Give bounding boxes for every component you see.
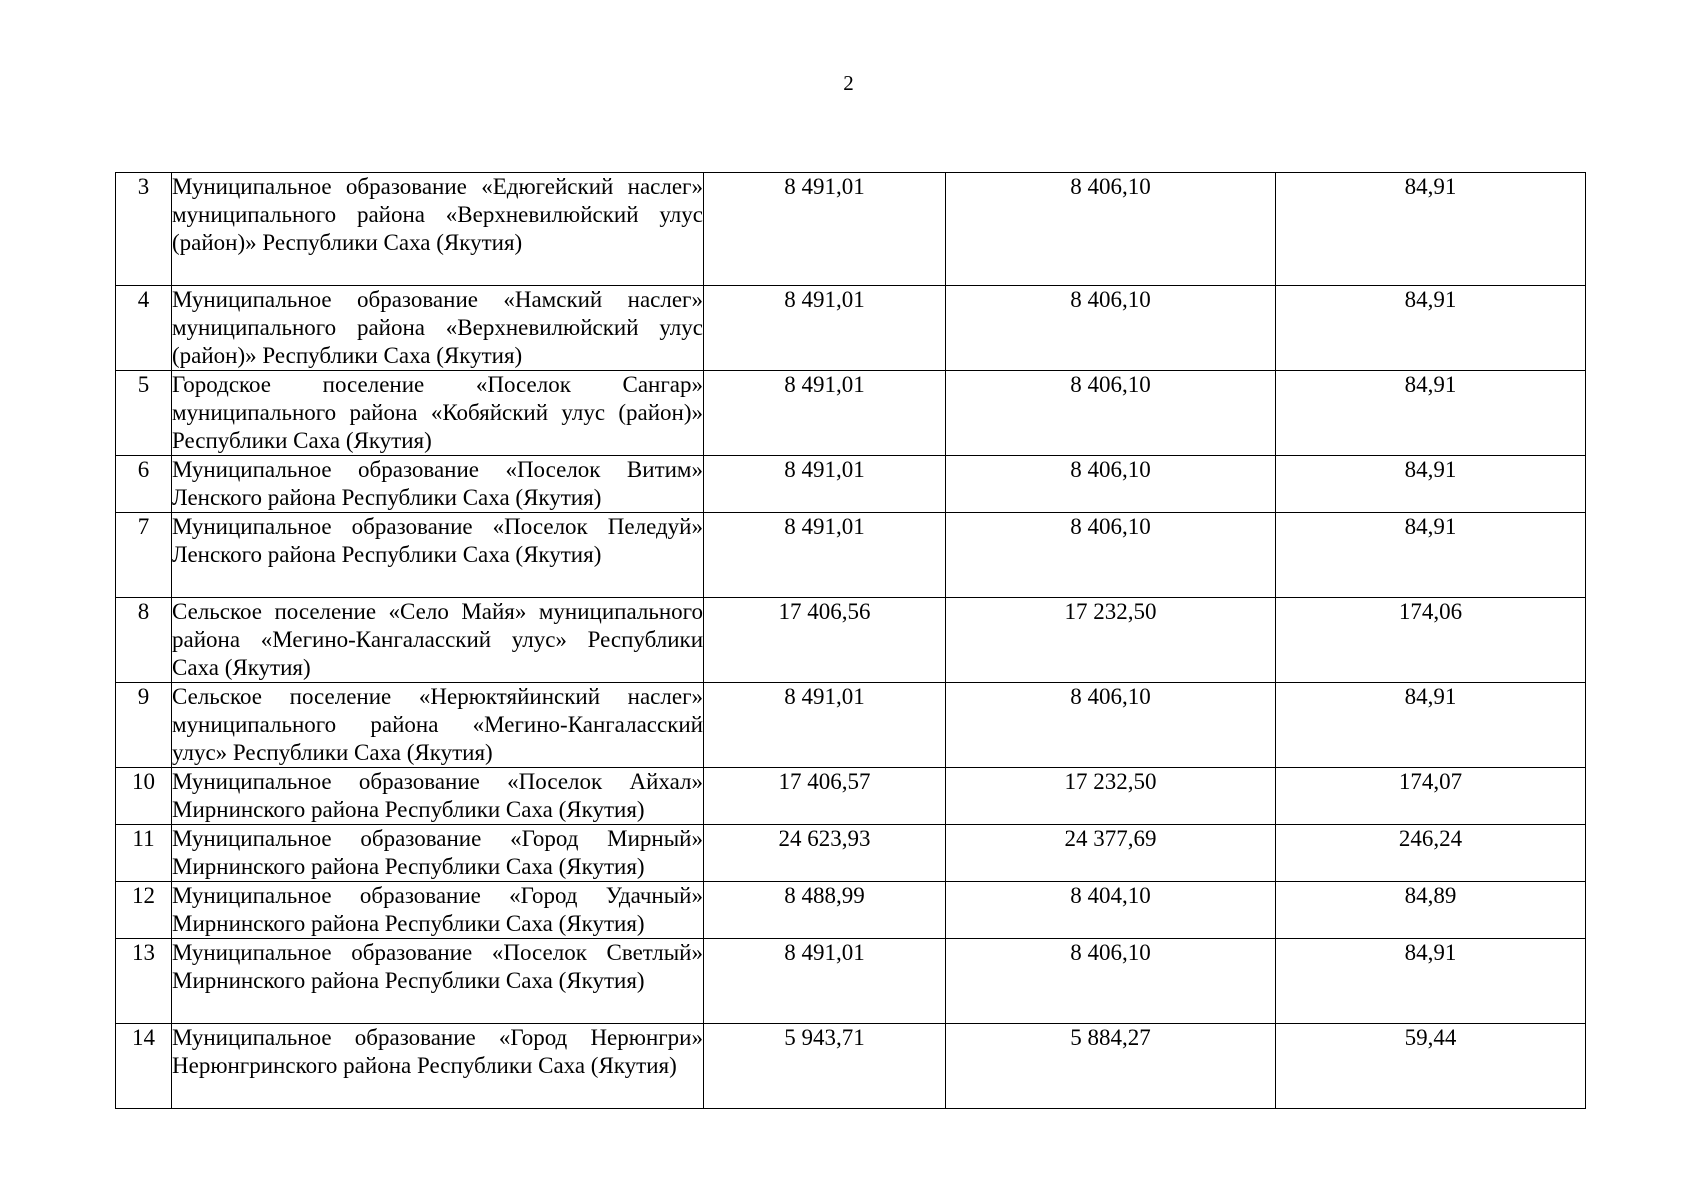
amount-column-2: 8 406,10	[946, 371, 1276, 456]
municipality-name: Муниципальное образование «Город Удачный» Мирнинского района Республики Саха (Якутия)	[172, 882, 704, 939]
total-amount: 8 488,99	[704, 882, 946, 939]
row-number: 14	[116, 1024, 172, 1109]
table-row	[116, 825, 1586, 882]
total-amount: 8 491,01	[704, 286, 946, 371]
table-row	[116, 456, 1586, 513]
total-amount: 8 491,01	[704, 939, 946, 1024]
row-number: 12	[116, 882, 172, 939]
municipality-name: Муниципальное образование «Поселок Пеледуй» Ленского района Республики Саха (Якутия)	[172, 513, 704, 598]
municipality-name: Муниципальное образование «Город Мирный» Мирнинского района Республики Саха (Якутия)	[172, 825, 704, 882]
page-number: 2	[843, 71, 854, 95]
total-amount: 8 491,01	[704, 173, 946, 286]
amount-column-3: 59,44	[1276, 1024, 1586, 1109]
table-row	[116, 286, 1586, 371]
amount-column-2: 8 404,10	[946, 882, 1276, 939]
row-number: 7	[116, 513, 172, 598]
municipality-name: Муниципальное образование «Поселок Айхал» Мирнинского района Республики Саха (Якутия)	[172, 768, 704, 825]
row-number: 11	[116, 825, 172, 882]
table-row	[116, 371, 1586, 456]
row-number: 3	[116, 173, 172, 286]
row-number: 10	[116, 768, 172, 825]
amount-column-2: 8 406,10	[946, 456, 1276, 513]
table-row	[116, 173, 1586, 286]
amount-column-2: 8 406,10	[946, 513, 1276, 598]
total-amount: 8 491,01	[704, 456, 946, 513]
table-row	[116, 939, 1586, 1024]
amount-column-2: 8 406,10	[946, 683, 1276, 768]
allocation-table	[115, 172, 1586, 1109]
table-row	[116, 1024, 1586, 1109]
row-number: 4	[116, 286, 172, 371]
municipality-name: Муниципальное образование «Поселок Светлый» Мирнинского района Республики Саха (Якутия)	[172, 939, 704, 1024]
total-amount: 17 406,56	[704, 598, 946, 683]
row-number: 13	[116, 939, 172, 1024]
amount-column-2: 24 377,69	[946, 825, 1276, 882]
total-amount: 8 491,01	[704, 513, 946, 598]
amount-column-2: 8 406,10	[946, 286, 1276, 371]
amount-column-3: 84,91	[1276, 683, 1586, 768]
row-number: 8	[116, 598, 172, 683]
municipality-name: Муниципальное образование «Поселок Витим» Ленского района Республики Саха (Якутия)	[172, 456, 704, 513]
total-amount: 5 943,71	[704, 1024, 946, 1109]
amount-column-2: 8 406,10	[946, 173, 1276, 286]
table-row	[116, 882, 1586, 939]
row-number: 6	[116, 456, 172, 513]
amount-column-3: 84,89	[1276, 882, 1586, 939]
amount-column-2: 8 406,10	[946, 939, 1276, 1024]
table-row	[116, 768, 1586, 825]
amount-column-3: 174,07	[1276, 768, 1586, 825]
row-number: 9	[116, 683, 172, 768]
amount-column-3: 84,91	[1276, 286, 1586, 371]
municipality-name: Муниципальное образование «Едюгейский наслег» муниципального района «Верхневилюйский улус (район)» Республики Саха (Якутия)	[172, 173, 704, 286]
amount-column-2: 17 232,50	[946, 768, 1276, 825]
municipality-name: Сельское поселение «Село Майя» муниципального района «Мегино-Кангаласский улус» Республики Саха (Якутия)	[172, 598, 704, 683]
amount-column-3: 84,91	[1276, 456, 1586, 513]
total-amount: 8 491,01	[704, 683, 946, 768]
municipality-name: Муниципальное образование «Намский наслег» муниципального района «Верхневилюйский улус (район)» Республики Саха (Якутия)	[172, 286, 704, 371]
total-amount: 8 491,01	[704, 371, 946, 456]
amount-column-3: 84,91	[1276, 173, 1586, 286]
table-row	[116, 683, 1586, 768]
amount-column-3: 246,24	[1276, 825, 1586, 882]
amount-column-3: 84,91	[1276, 371, 1586, 456]
row-number: 5	[116, 371, 172, 456]
total-amount: 17 406,57	[704, 768, 946, 825]
table-row	[116, 598, 1586, 683]
municipality-name: Сельское поселение «Нерюктяйинский наслег» муниципального района «Мегино-Кангаласский улус» Республики Саха (Якутия)	[172, 683, 704, 768]
amount-column-3: 174,06	[1276, 598, 1586, 683]
table-row	[116, 513, 1586, 598]
amount-column-2: 17 232,50	[946, 598, 1276, 683]
amount-column-2: 5 884,27	[946, 1024, 1276, 1109]
municipality-name: Муниципальное образование «Город Нерюнгри» Нерюнгринского района Республики Саха (Якутия)	[172, 1024, 704, 1109]
total-amount: 24 623,93	[704, 825, 946, 882]
municipality-name: Городское поселение «Поселок Сангар» муниципального района «Кобяйский улус (район)» Республики Саха (Якутия)	[172, 371, 704, 456]
amount-column-3: 84,91	[1276, 513, 1586, 598]
amount-column-3: 84,91	[1276, 939, 1586, 1024]
